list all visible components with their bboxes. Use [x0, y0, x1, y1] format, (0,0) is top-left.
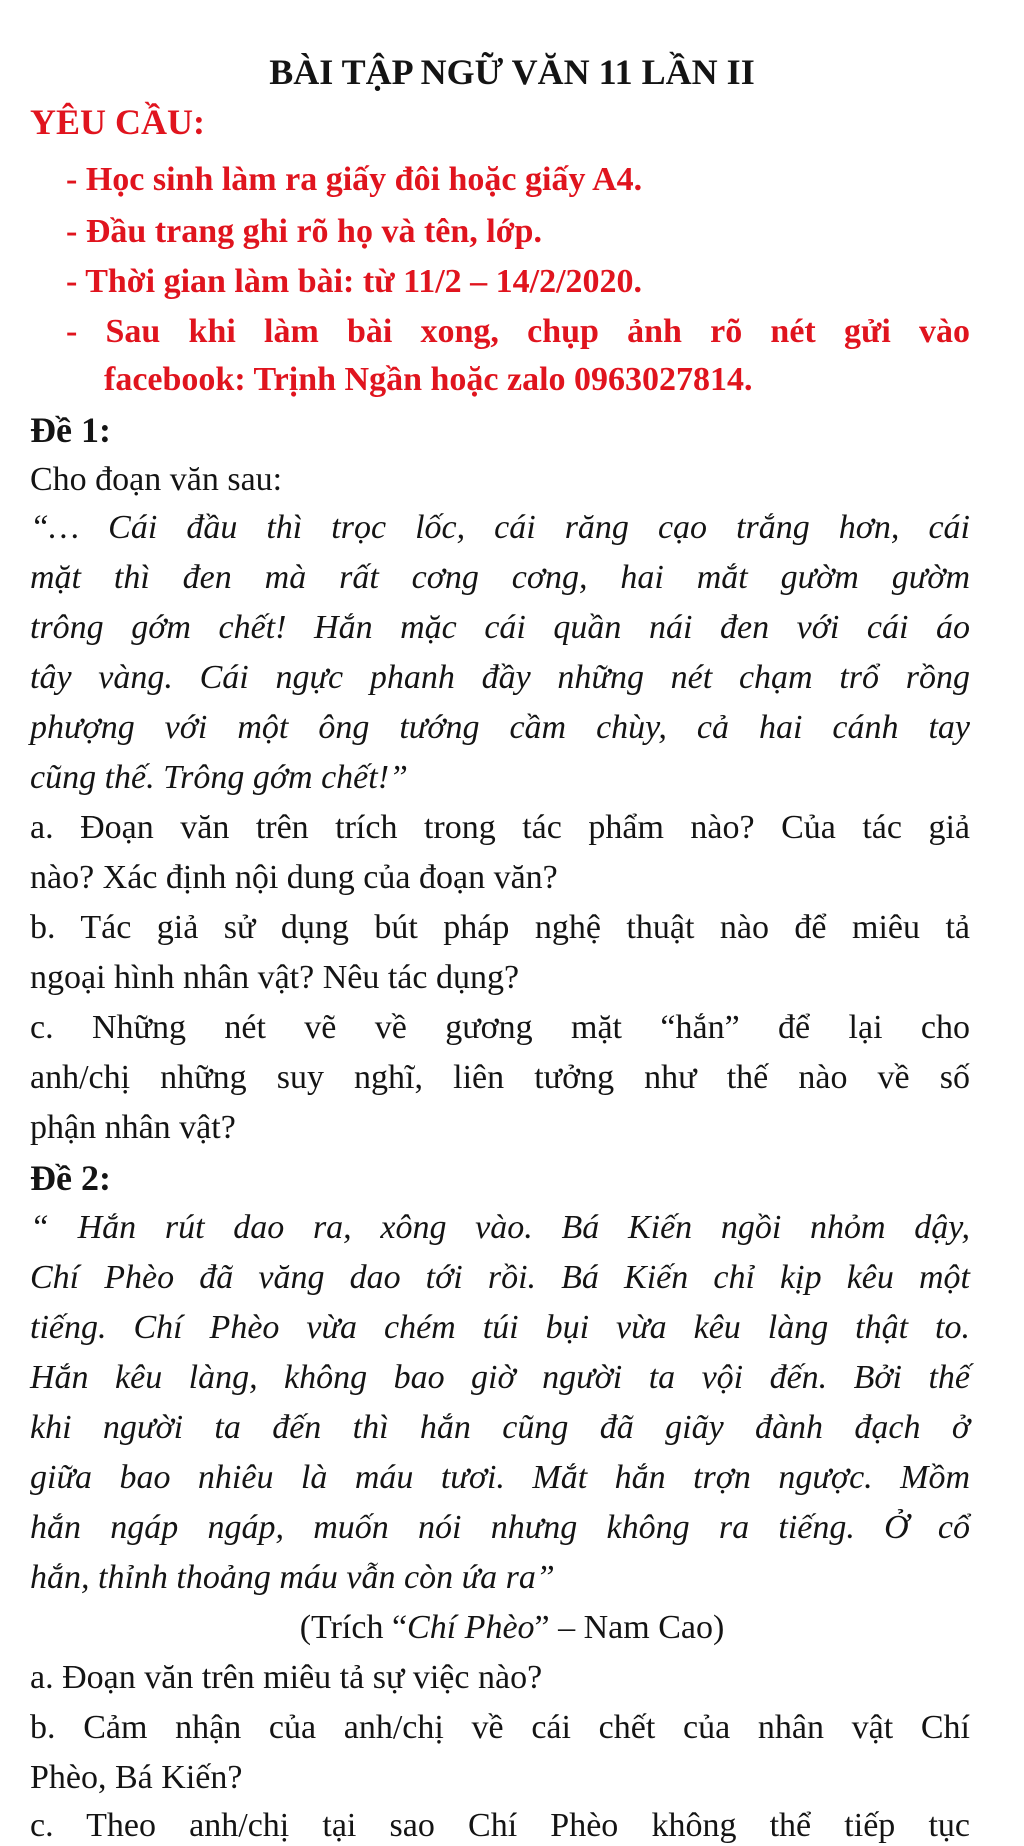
de1-question-line: anh/chị những suy nghĩ, liên tưởng như thế nào về số — [30, 1059, 970, 1096]
requirement-item: - Sau khi làm bài xong, chụp ảnh rõ nét gửi vào — [66, 313, 970, 350]
de1-quote-line: cũng thế. Trông gớm chết!” — [30, 759, 408, 796]
de2-quote-line: Hắn kêu làng, không bao giờ người ta vội đến. Bởi thế — [30, 1359, 970, 1396]
requirement-item: - Học sinh làm ra giấy đôi hoặc giấy A4. — [66, 161, 643, 198]
de2-question-line: c. Theo anh/chị tại sao Chí Phèo không thể tiếp tục — [30, 1807, 970, 1844]
de1-question-line: b. Tác giả sử dụng bút pháp nghệ thuật nào để miêu tả — [30, 909, 970, 946]
de1-quote-line: trông gớm chết! Hắn mặc cái quần nái đen với cái áo — [30, 609, 970, 646]
de2-source-open: (Trích “ — [299, 1609, 408, 1646]
de1-question-line: nào? Xác định nội dung của đoạn văn? — [30, 859, 558, 896]
de1-quote-line: phượng với một ông tướng cầm chùy, cả hai cánh tay — [30, 709, 970, 746]
requirement-item: facebook: Trịnh Ngần hoặc zalo 0963027814. — [104, 361, 753, 398]
de2-question-line: Phèo, Bá Kiến? — [30, 1759, 243, 1796]
de2-quote-line: hắn, thỉnh thoảng máu vẫn còn ứa ra” — [30, 1559, 555, 1596]
de2-question-line: b. Cảm nhận của anh/chị về cái chết của nhân vật Chí — [30, 1709, 970, 1746]
de2-quote-line: giữa bao nhiêu là máu tươi. Mắt hắn trợn ngược. Mồm — [30, 1459, 970, 1496]
de1-question-line: phận nhân vật? — [30, 1109, 236, 1146]
requirement-item: - Thời gian làm bài: từ 11/2 – 14/2/2020. — [66, 263, 643, 300]
de2-quote-line: “ Hắn rút dao ra, xông vào. Bá Kiến ngồi nhỏm dậy, — [30, 1209, 970, 1246]
de2-source-close: ” – Nam Cao) — [534, 1609, 725, 1646]
de2-quote-line: Chí Phèo đã văng dao tới rồi. Bá Kiến chỉ kịp kêu một — [30, 1259, 970, 1296]
de2-quote-line: hắn ngáp ngáp, muốn nói nhưng không ra tiếng. Ở cổ — [30, 1509, 970, 1546]
de1-question-line: c. Những nét vẽ về gương mặt “hắn” để lại cho — [30, 1009, 970, 1046]
de1-question-line: ngoại hình nhân vật? Nêu tác dụng? — [30, 959, 520, 996]
document-title: BÀI TẬP NGỮ VĂN 11 LẦN II — [269, 52, 755, 92]
de2-quote-line: khi người ta đến thì hắn cũng đã giãy đành đạch ở — [30, 1409, 970, 1446]
de2-heading: Đề 2: — [30, 1158, 111, 1198]
de1-quote-line: tây vàng. Cái ngực phanh đầy những nét chạm trổ rồng — [30, 659, 970, 696]
de1-question-line: a. Đoạn văn trên trích trong tác phẩm nào? Của tác giả — [30, 809, 970, 846]
requirement-item: - Đầu trang ghi rõ họ và tên, lớp. — [66, 213, 542, 250]
de2-quote-line: tiếng. Chí Phèo vừa chém túi bụi vừa kêu làng thật to. — [30, 1309, 970, 1346]
de1-heading: Đề 1: — [30, 410, 111, 450]
de2-source-work: Chí Phèo — [407, 1609, 535, 1646]
requirements-heading: YÊU CẦU: — [30, 102, 205, 142]
de1-quote-line: mặt thì đen mà rất cơng cơng, hai mắt gườm gườm — [30, 559, 970, 596]
de2-question-line: a. Đoạn văn trên miêu tả sự việc nào? — [30, 1659, 543, 1696]
de1-intro: Cho đoạn văn sau: — [30, 461, 283, 498]
de1-quote-line: “… Cái đầu thì trọc lốc, cái răng cạo trắng hơn, cái — [30, 509, 970, 546]
de2-source — [0, 1608, 1024, 1648]
